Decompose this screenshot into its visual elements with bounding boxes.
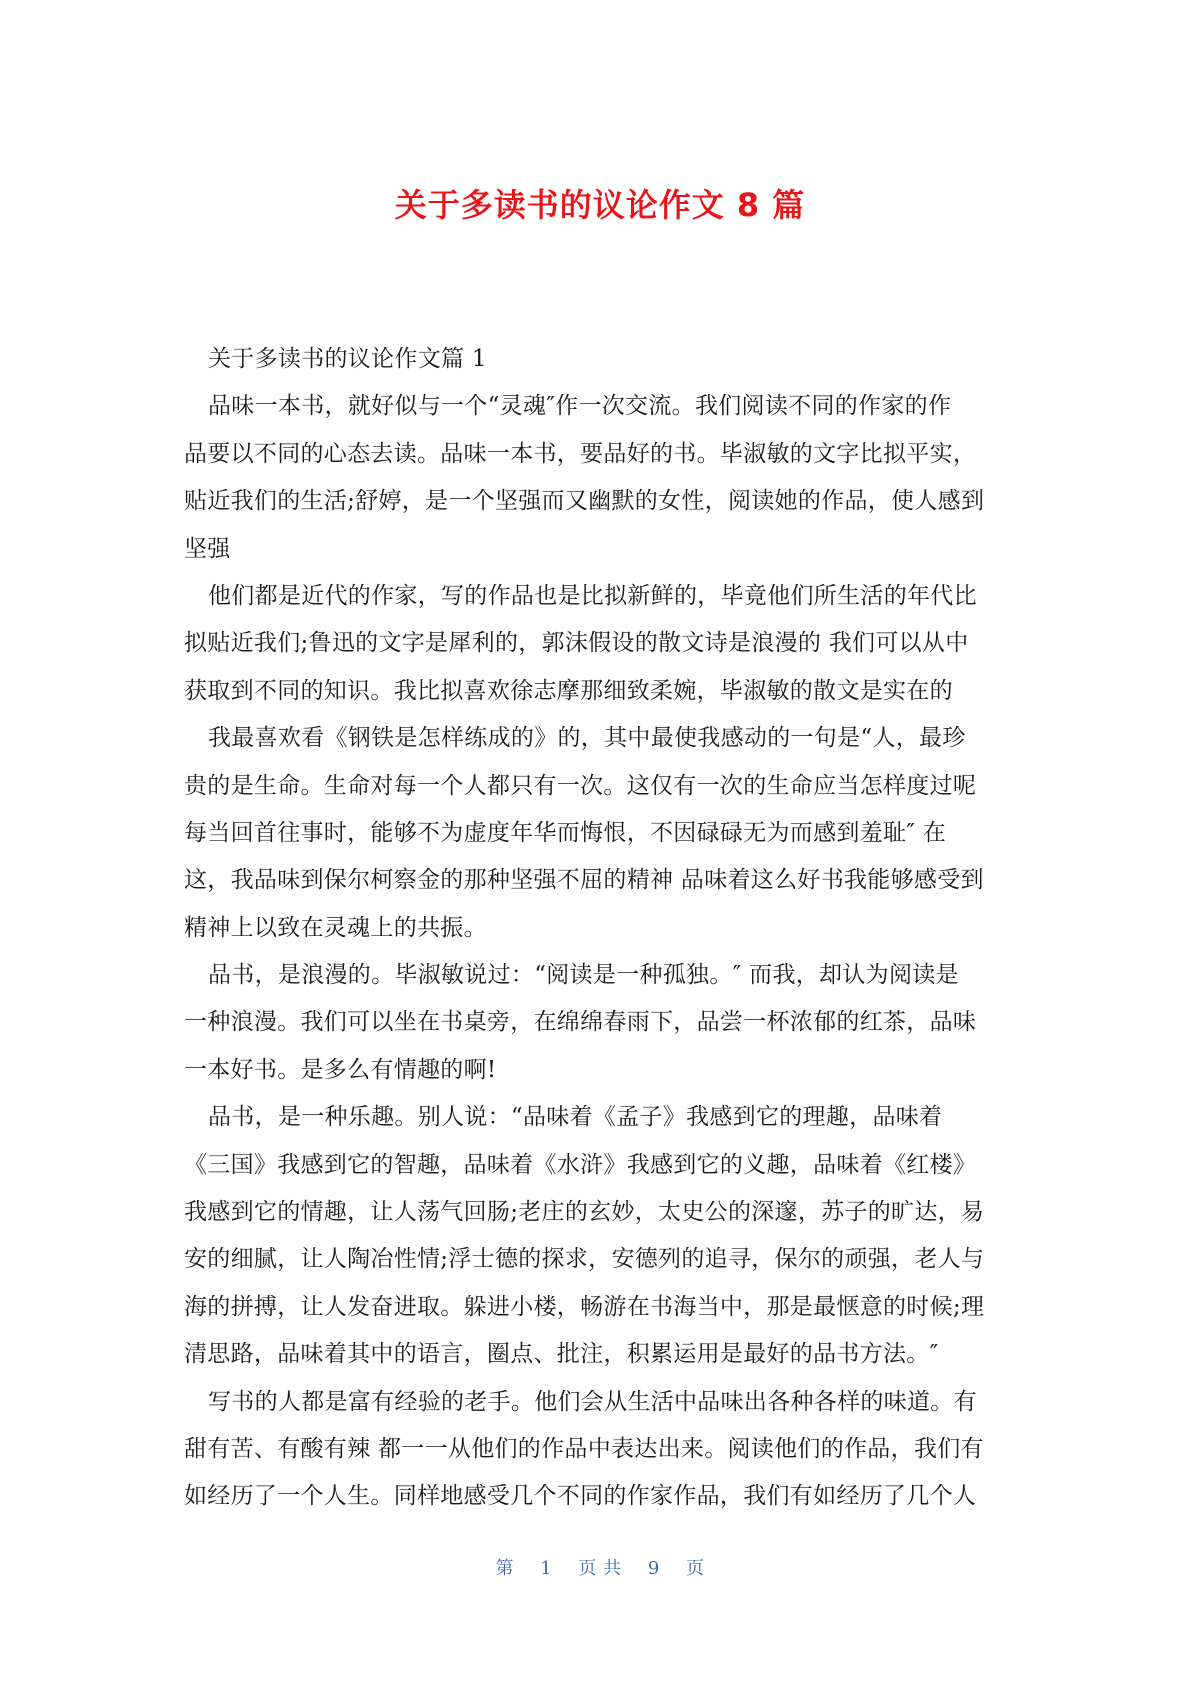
text-line: 一本好书。是多么有情趣的啊!	[184, 1056, 497, 1083]
text-line: 获取到不同的知识。我比拟喜欢徐志摩那细致柔婉，毕淑敏的散文是实在的	[184, 677, 953, 704]
text-line: 精神上以致在灵魂上的共振。	[184, 914, 487, 941]
text-line: 我最喜欢看《钢铁是怎样练成的》的，其中最使我感动的一句是“人，最珍	[208, 725, 966, 752]
text-line: 贴近我们的生活;舒婷，是一个坚强而又幽默的女性，阅读她的作品，使人感到	[184, 488, 985, 515]
text-line: 我感到它的情趣，让人荡气回肠;老庄的玄妙，太史公的深邃，苏子的旷达，易	[184, 1199, 985, 1226]
text-line: 品书，是一种乐趣。别人说：“品味着《孟子》我感到它的理趣，品味着	[208, 1104, 943, 1131]
text-line: 这，我品味到保尔柯察金的那种坚强不屈的精神 品味着这么好书我能够感受到	[184, 867, 984, 894]
footer-suffix: 页	[686, 1558, 705, 1579]
text-line: 清思路，品味着其中的语言，圈点、批注，积累运用是最好的品书方法。″	[184, 1341, 939, 1368]
document-body	[184, 336, 1026, 1521]
text-line: 每当回首往事时，能够不为虚度年华而悔恨，不因碌碌无为而感到羞耻″ 在	[184, 819, 947, 846]
text-line: 贵的是生命。生命对每一个人都只有一次。这仅有一次的生命应当怎样度过呢	[184, 772, 977, 799]
text-line: 关于多读书的议论作文篇 1	[208, 346, 487, 372]
footer-mid: 页 共	[578, 1558, 622, 1579]
text-line: 坚强	[184, 535, 231, 562]
text-line: 品味一本书，就好似与一个“灵魂″作一次交流。我们阅读不同的作家的作	[208, 393, 952, 420]
text-line: 海的拼搏，让人发奋进取。躲进小楼，畅游在书海当中，那是最惬意的时候;理	[184, 1293, 985, 1320]
text-line: 如经历了一个人生。同样地感受几个不同的作家作品，我们有如经历了几个人	[184, 1483, 977, 1510]
footer-prefix: 第	[495, 1558, 514, 1579]
text-line: 安的细腻，让人陶冶性情;浮士德的探求，安德列的追寻，保尔的顽强，老人与	[184, 1246, 985, 1273]
text-line: 品要以不同的心态去读。品味一本书，要品好的书。毕淑敏的文字比拟平实，	[184, 440, 977, 467]
footer-total-pages: 9	[647, 1558, 660, 1579]
text-line: 他们都是近代的作家，写的作品也是比拟新鲜的，毕竟他们所生活的年代比	[208, 582, 977, 609]
text-line: 一种浪漫。我们可以坐在书桌旁，在绵绵春雨下，品尝一杯浓郁的红茶，品味	[184, 1009, 977, 1036]
page-title: 关于多读书的议论作文 8 篇	[394, 186, 806, 224]
text-line: 甜有苦、有酸有辣 都一一从他们的作品中表达出来。阅读他们的作品，我们有	[184, 1435, 984, 1462]
text-line: 品书，是浪漫的。毕淑敏说过：“阅读是一种孤独。″ 而我，却认为阅读是	[208, 962, 959, 989]
text-line: 拟贴近我们;鲁迅的文字是犀利的，郭沫假设的散文诗是浪漫的 我们可以从中	[184, 630, 969, 657]
footer-current-page: 1	[540, 1558, 553, 1579]
text-line: 《三国》我感到它的智趣，品味着《水浒》我感到它的义趣，品味着《红楼》	[184, 1151, 977, 1178]
text-line: 写书的人都是富有经验的老手。他们会从生活中品味出各种各样的味道。有	[208, 1388, 977, 1415]
page-footer	[0, 1554, 1200, 1580]
